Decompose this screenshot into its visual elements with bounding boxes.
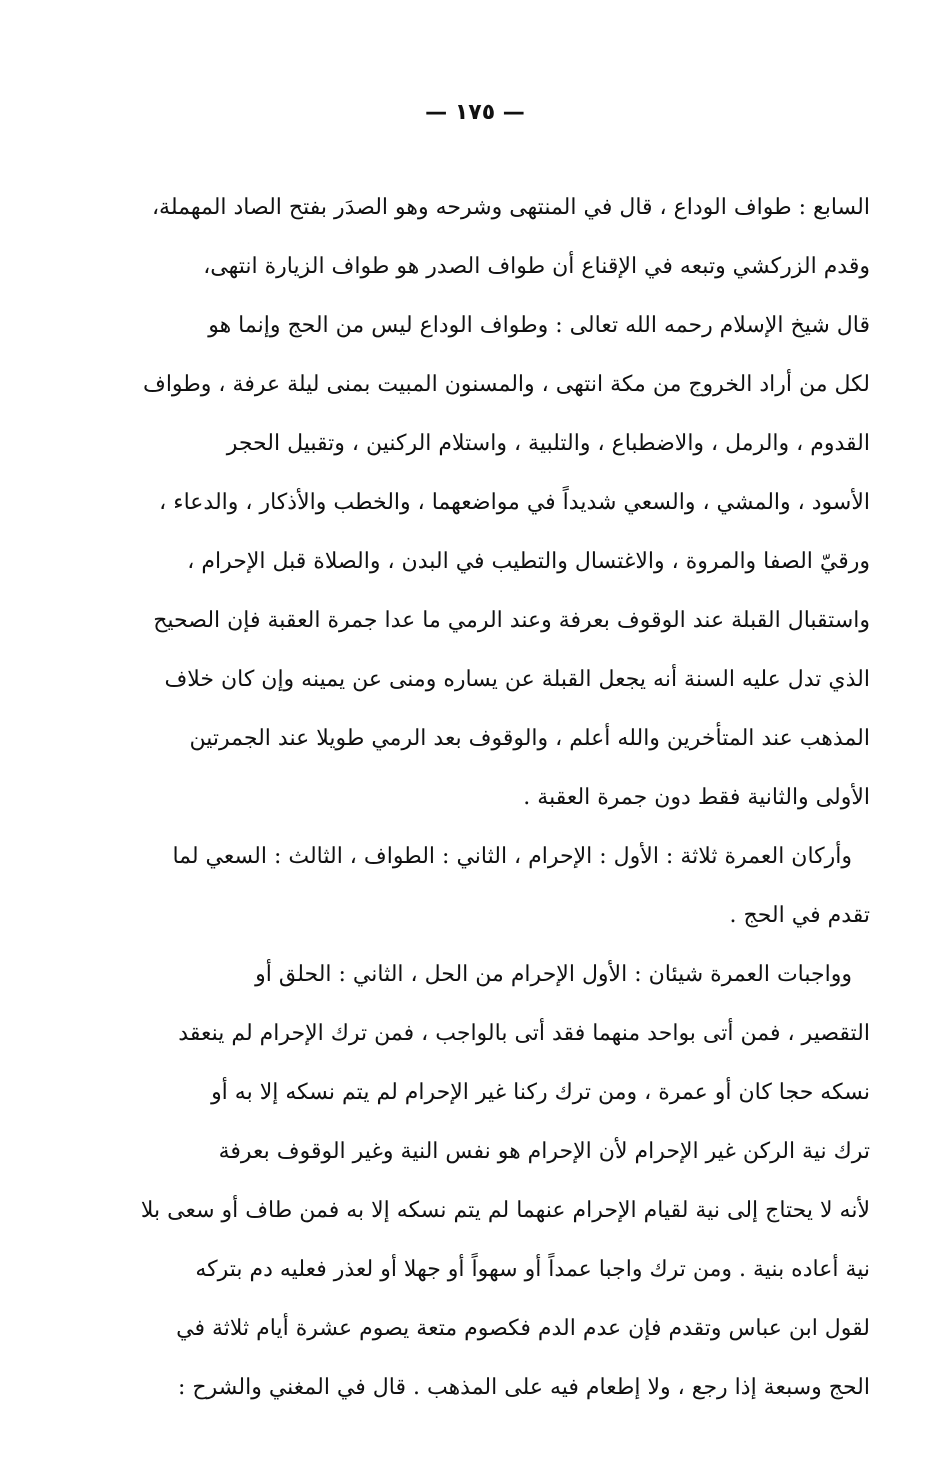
page-number: — ١٧٥ —	[425, 100, 525, 125]
text-line: الذي تدل عليه السنة أنه يجعل القبلة عن يساره ومنى عن يمينه وإن كان خلاف	[164, 667, 870, 692]
text-line: نسكه حجا كان أو عمرة ، ومن ترك ركنا غير الإحرام لم يتم نسكه إلا به أو	[211, 1080, 870, 1105]
body-text	[140, 178, 870, 1417]
text-line: وأركان العمرة ثلاثة : الأول : الإحرام ، الثاني : الطواف ، الثالث : السعي لما	[172, 844, 852, 869]
text-line: لأنه لا يحتاج إلى نية لقيام الإحرام عنهما لم يتم نسكه إلا به فمن طاف أو سعى بلا	[140, 1198, 870, 1223]
text-line: التقصير ، فمن أتى بواحد منهما فقد أتى بالواجب ، فمن ترك الإحرام لم ينعقد	[178, 1021, 870, 1046]
text-line: الأولى والثانية فقط دون جمرة العقبة .	[523, 785, 870, 810]
text-line: ترك نية الركن غير الإحرام لأن الإحرام هو نفس النية وغير الوقوف بعرفة	[218, 1139, 870, 1164]
text-line: تقدم في الحج .	[729, 903, 870, 928]
text-line: ورقيّ الصفا والمروة ، والاغتسال والتطيب في البدن ، والصلاة قبل الإحرام ،	[187, 549, 870, 574]
text-line: السابع : طواف الوداع ، قال في المنتهى وشرحه وهو الصدَر بفتح الصاد المهملة،	[151, 195, 870, 220]
text-line: المذهب عند المتأخرين والله أعلم ، والوقوف بعد الرمي طويلا عند الجمرتين	[189, 726, 870, 751]
text-line: الأسود ، والمشي ، والسعي شديداً في مواضعهما ، والخطب والأذكار ، والدعاء ،	[159, 490, 870, 515]
text-line: قال شيخ الإسلام رحمه الله تعالى : وطواف الوداع ليس من الحج وإنما هو	[208, 313, 870, 338]
text-line: نية أعاده بنية . ومن ترك واجبا عمداً أو سهواً أو جهلا أو لعذر فعليه دم بتركه	[195, 1257, 870, 1282]
text-line: وقدم الزركشي وتبعه في الإقناع أن طواف الصدر هو طواف الزيارة انتهى،	[203, 254, 870, 279]
text-line: وواجبات العمرة شيئان : الأول الإحرام من الحل ، الثاني : الحلق أو	[255, 962, 852, 987]
text-line: واستقبال القبلة عند الوقوف بعرفة وعند الرمي ما عدا جمرة العقبة فإن الصحيح	[153, 608, 870, 633]
text-line: لقول ابن عباس وتقدم فإن عدم الدم فكصوم متعة يصوم عشرة أيام ثلاثة في	[176, 1316, 870, 1341]
text-line: لكل من أراد الخروج من مكة انتهى ، والمسنون المبيت بمنى ليلة عرفة ، وطواف	[143, 372, 870, 397]
text-line: الحج وسبعة إذا رجع ، ولا إطعام فيه على المذهب . قال في المغني والشرح :	[178, 1375, 870, 1400]
text-line: القدوم ، والرمل ، والاضطباع ، والتلبية ، واستلام الركنين ، وتقبيل الحجر	[226, 431, 870, 456]
